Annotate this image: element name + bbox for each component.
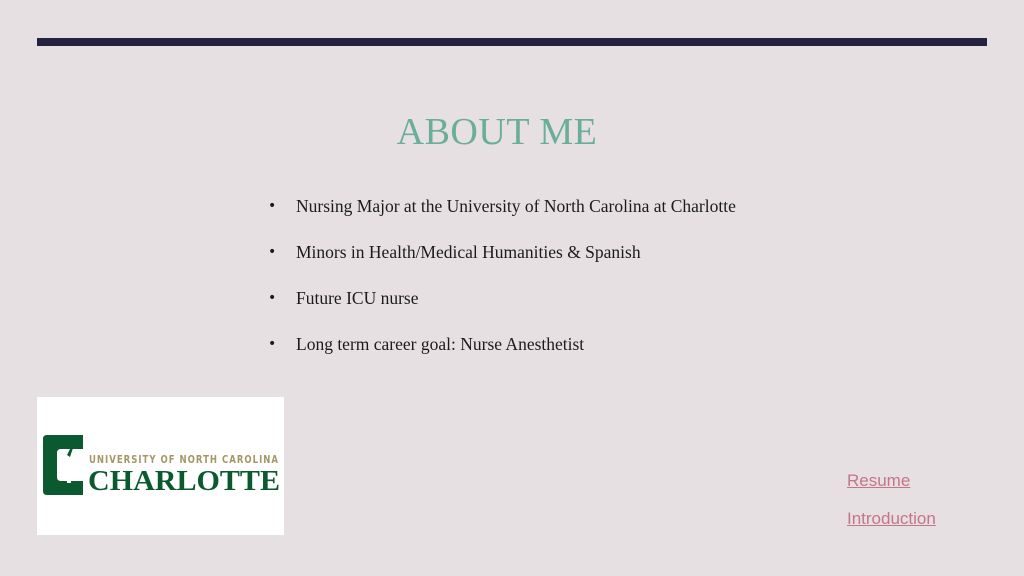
unc-charlotte-logo-image (37, 397, 284, 535)
bullet-text: Long term career goal: Nurse Anesthetist (296, 334, 585, 354)
university-logo (37, 397, 284, 535)
logo-university-line: UNIVERSITY OF NORTH CAROLINA (89, 455, 279, 466)
slide-title: ABOUT ME (396, 111, 598, 153)
bullet-item (268, 286, 736, 332)
bullet-text: Nursing Major at the University of North Carolina at Charlotte (296, 196, 736, 216)
bullet-dot-icon: • (268, 244, 277, 260)
bullet-text: Minors in Health/Medical Humanities & Spanish (296, 242, 641, 262)
bullet-dot-icon: • (268, 198, 277, 214)
bullet-item (268, 332, 736, 378)
pickaxe-icon (64, 453, 81, 483)
link-group (847, 470, 936, 546)
introduction-link[interactable]: Introduction (847, 509, 936, 528)
bullet-dot-icon: • (268, 336, 277, 352)
bullet-list (268, 194, 736, 378)
top-divider-bar (37, 38, 987, 46)
c-emblem-icon (43, 435, 83, 495)
logo-charlotte-line: CHARLOTTE (88, 465, 280, 497)
bullet-text: Future ICU nurse (296, 288, 419, 308)
bullet-dot-icon: • (268, 290, 277, 306)
resume-link[interactable]: Resume (847, 471, 911, 490)
bullet-item (268, 240, 736, 286)
bullet-item (268, 194, 736, 240)
